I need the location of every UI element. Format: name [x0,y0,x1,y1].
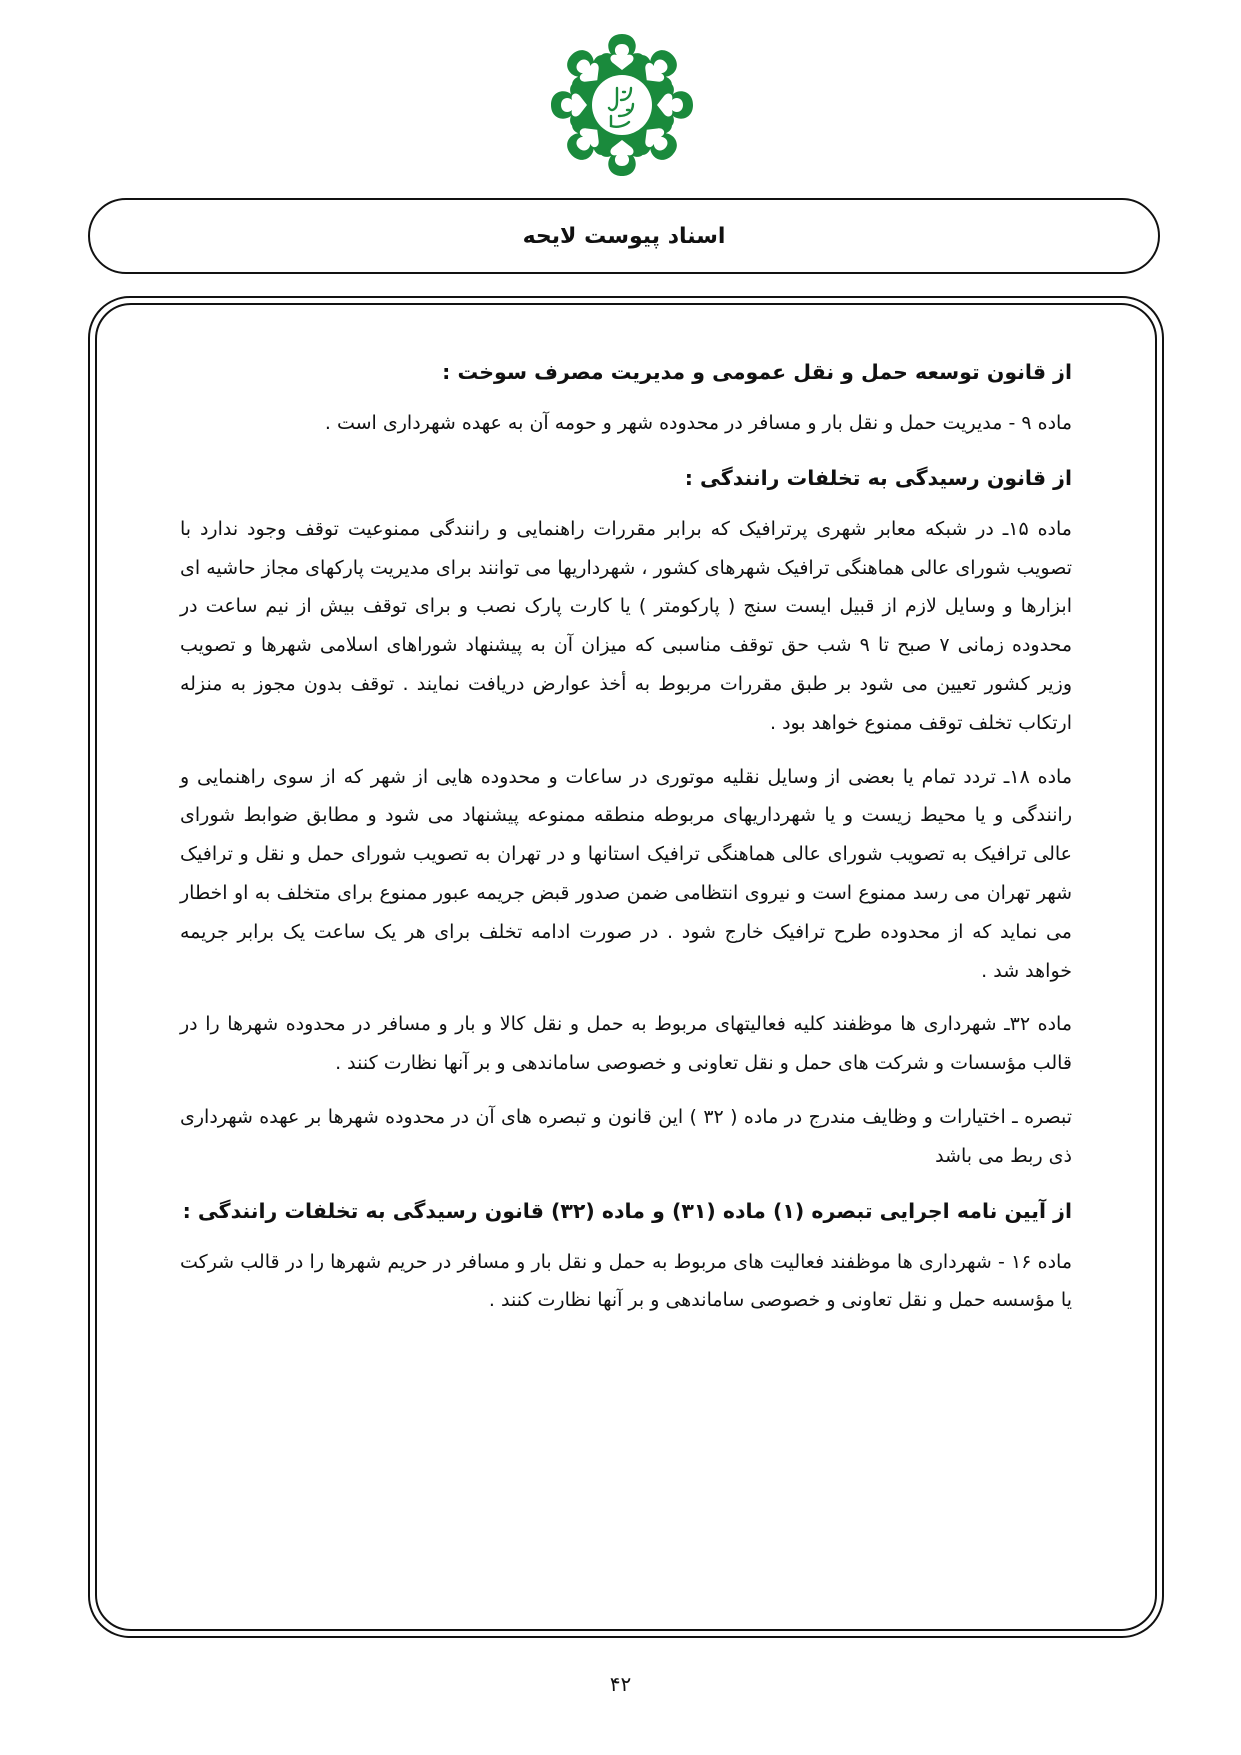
document-title: اسناد پیوست لایحه [522,223,726,249]
section-heading-executive-regulation: از آیین نامه اجرایی تبصره (۱) ماده (۳۱) و ماده (۳۲) قانون رسیدگی به تخلفات رانندگی : [182,1198,1072,1223]
section-heading-traffic-violations-law: از قانون رسیدگی به تخلفات رانندگی : [684,465,1072,490]
article-9: ماده ۹ - مدیریت حمل و نقل بار و مسافر در محدوده شهر و حومه آن به عهده شهرداری است . [324,412,1072,434]
article-18: ماده ۱۸ـ تردد تمام یا بعضی از وسایل نقلیه موتوری در ساعات و محدوده هایی از شهر که از سوی راهنمایی و رانندگی و یا محیط زیست و یا شهرداریهای مربوطه منطقه ممنوعه پیشنهاد می شود و مطابق ضوابط شورای عالی ترافیک به تصویب شورای عالی هماهنگی ترافیک استانها و در تهران به تصویب شورای حمل و نقل و ترافیک شهر تهران می رسد ممنوع است و نیروی انتظامی ضمن صدور قبض جریمه عبور ممنوع برای متخلف به او اخطار می نماید که از محدوده طرح ترافیک خارج شود . در صورت ادامه تخلف برای هر یک ساعت یک برابر جریمه خواهد شد . [180,765,1073,982]
article-15: ماده ۱۵ـ در شبکه معابر شهری پرترافیک که برابر مقررات راهنمایی و رانندگی ممنوعیت توقف وجود ندارد با تصویب شورای عالی هماهنگی ترافیک شهرهای کشور ، شهرداریها می توانند برای مدیریت پارکهای مجاز حاشیه ای ابزارها و وسایل لازم از قبیل ایست سنج ( پارکومتر ) یا کارت پارک نصب و برای توقف بیش از نیم ساعت در محدوده زمانی ۷ صبح تا ۹ شب حق توقف مناسبی که میزان آن به پیشنهاد شوراهای اسلامی شهرها و تصویب وزیر کشور تعیین می شود بر طبق مقررات مربوط به أخذ عوارض دریافت نمایند . توقف بدون مجوز به منزله ارتکاب تخلف توقف ممنوع خواهد بود . [180,517,1072,734]
note-article-32: تبصره ـ اختیارات و وظایف مندرج در ماده ( ۳۲ ) این قانون و تبصره های آن در محدوده شهرها بر عهده شهرداری ذی ربط می باشد [180,1105,1073,1167]
article-32: ماده ۳۲ـ شهرداری ها موظفند کلیه فعالیتهای مربوط به حمل و نقل کالا و بار و مسافر در محدوده شهرها را در قالب مؤسسات و شرکت های حمل و نقل تعاونی و خصوصی ساماندهی و بر آنها نظارت کنند . [180,1013,1072,1075]
document-title-box [88,198,1160,274]
article-16: ماده ۱۶ - شهرداری ها موظفند فعالیت های مربوط به حمل و نقل بار و مسافر در حریم شهرها را در قالب شرکت یا مؤسسه حمل و نقل تعاونی و خصوصی ساماندهی و بر آنها نظارت کنند . [180,1250,1073,1312]
document-body [180,352,1072,1335]
city-council-logo [547,30,697,180]
page-number: ۴۲ [609,1672,632,1696]
tehran-council-emblem-icon [547,30,697,180]
section-heading-fuel-law: از قانون توسعه حمل و نقل عمومی و مدیریت مصرف سوخت : [442,360,1072,384]
